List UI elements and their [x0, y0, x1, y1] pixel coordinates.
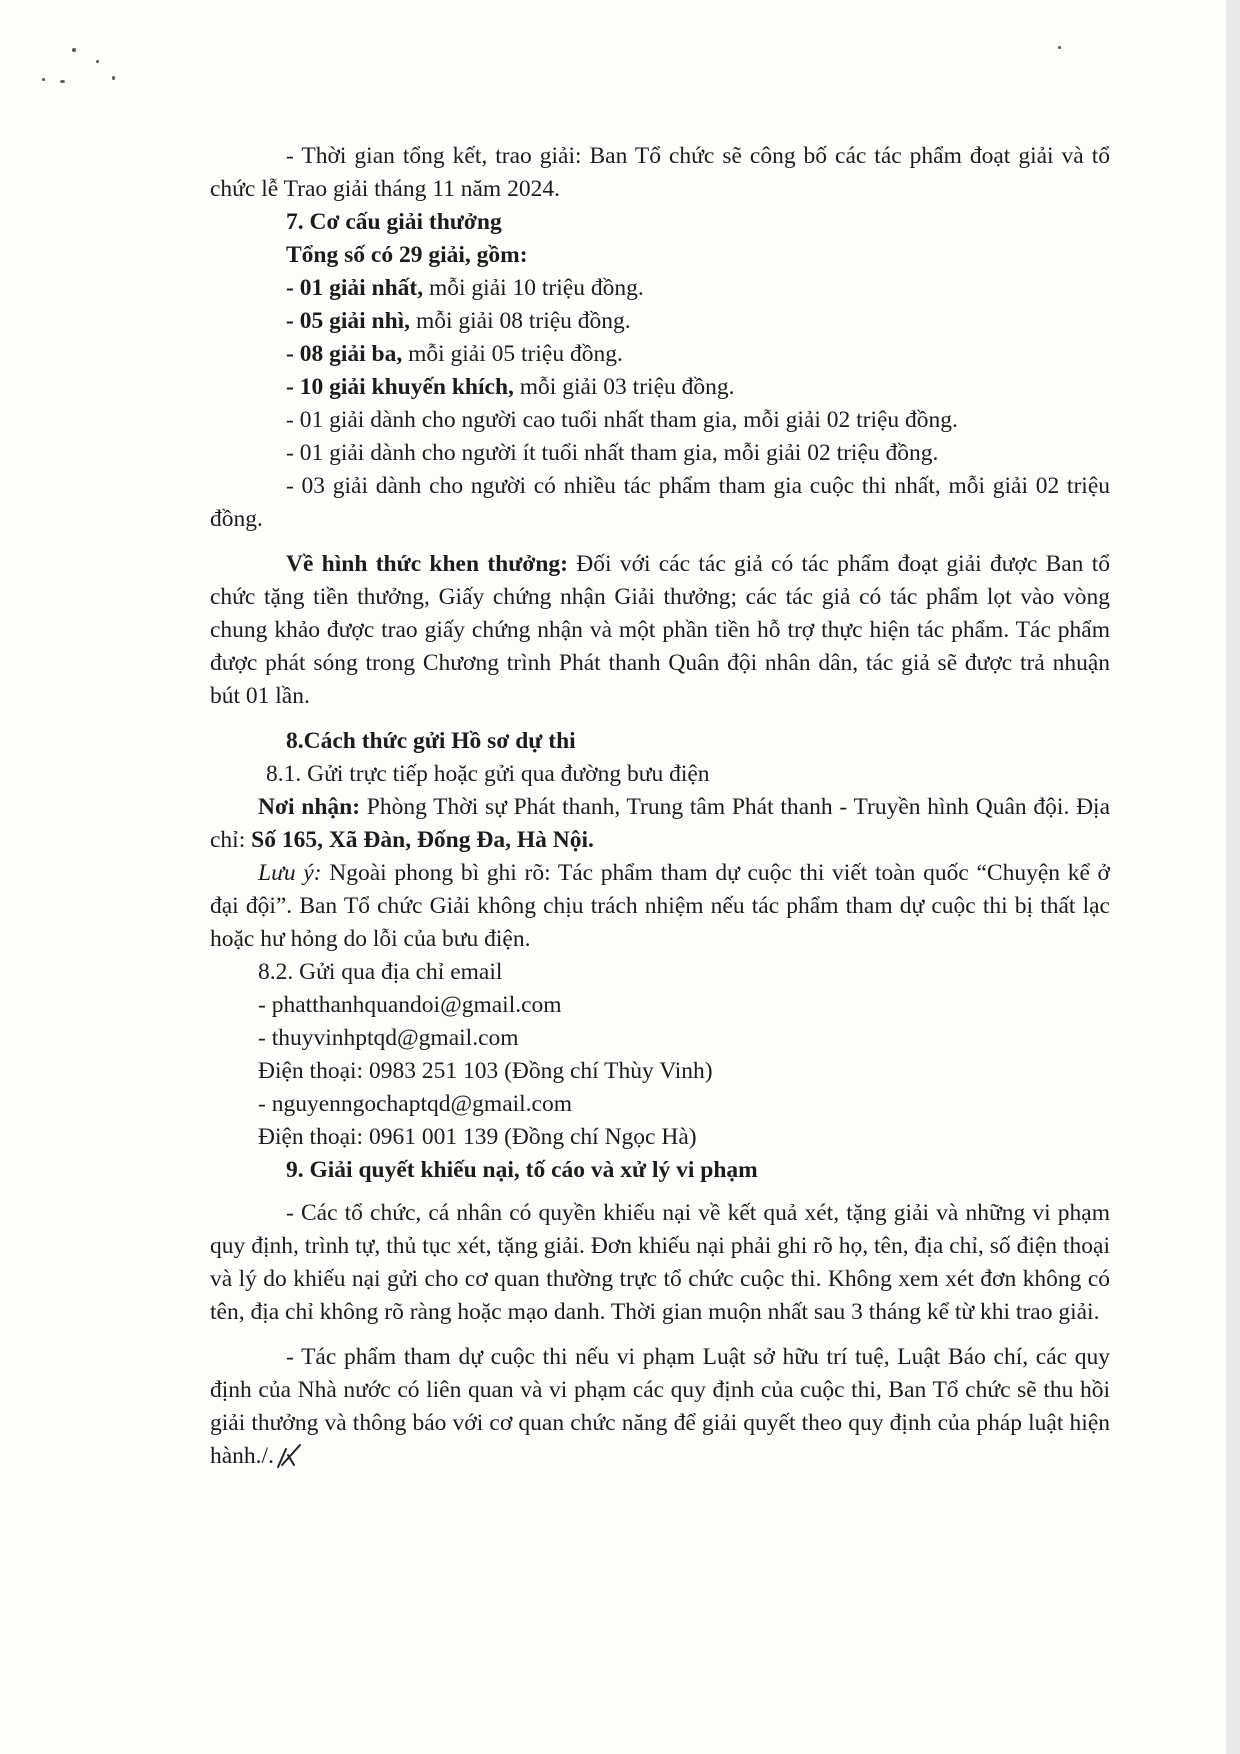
email-3: - nguyenngochaptqd@gmail.com	[258, 1091, 573, 1117]
prize-oldest: - 01 giải dành cho người cao tuổi nhất tham gia, mỗi giải 02 triệu đồng.	[286, 407, 958, 433]
reward-form: Về hình thức khen thưởng: Đối với các tác giả có tác phẩm đoạt giải được Ban tổ chức tặng tiền thưởng, Giấy chứng nhận Giải thưởng; các tác giả có tác phẩm lọt vào vòng chung khảo được trao giấy chứng nhận và một phần tiền hỗ trợ thực hiện tác phẩm. Tác phẩm được phát sóng trong Chương trình Phát thanh Quân đội nhân dân, tác giả sẽ được trả nhuận bút 01 lần.	[210, 551, 1110, 709]
scan-speck	[60, 80, 65, 83]
prize-youngest: - 01 giải dành cho người ít tuổi nhất tham gia, mỗi giải 02 triệu đồng.	[286, 440, 939, 466]
section-8-1: 8.1. Gửi trực tiếp hoặc gửi qua đường bưu điện	[266, 761, 710, 787]
note: Lưu ý: Ngoài phong bì ghi rõ: Tác phẩm tham dự cuộc thi viết toàn quốc “Chuyện kể ở đại đội”. Ban Tổ chức Giải không chịu trách nhiệm nếu tác phẩm tham dự cuộc thi bị thất lạc hoặc hư hỏng do lỗi của bưu điện.	[210, 860, 1110, 952]
prize-total: Tổng số có 29 giải, gồm:	[286, 242, 528, 268]
section-8-title: 8.Cách thức gửi Hồ sơ dự thi	[286, 728, 576, 754]
phone-2: Điện thoại: 0961 001 139 (Đồng chí Ngọc Hà)	[258, 1124, 697, 1150]
prize-third: - 08 giải ba, mỗi giải 05 triệu đồng.	[286, 341, 623, 367]
prize-consolation: - 10 giải khuyến khích, mỗi giải 03 triệu đồng.	[286, 374, 735, 400]
prize-first: - 01 giải nhất, mỗi giải 10 triệu đồng.	[286, 275, 644, 301]
award-time-line: - Thời gian tổng kết, trao giải: Ban Tổ chức sẽ công bố các tác phẩm đoạt giải và tổ chức lễ Trao giải tháng 11 năm 2024.	[210, 143, 1110, 202]
scan-speck	[1058, 46, 1061, 49]
recipient: Nơi nhận: Phòng Thời sự Phát thanh, Trung tâm Phát thanh - Truyền hình Quân đội. Địa chỉ: Số 165, Xã Đàn, Đống Đa, Hà Nội.	[210, 794, 1111, 853]
scan-speck	[72, 48, 76, 52]
prize-most-entries: - 03 giải dành cho người có nhiều tác phẩm tham gia cuộc thi nhất, mỗi giải 02 triệu đồng.	[210, 473, 1110, 532]
scan-speck	[112, 76, 115, 80]
scan-speck	[96, 60, 99, 63]
email-1: - phatthanhquandoi@gmail.com	[258, 992, 562, 1018]
violation-paragraph: - Tác phẩm tham dự cuộc thi nếu vi phạm Luật sở hữu trí tuệ, Luật Báo chí, các quy định của Nhà nước có liên quan và vi phạm các quy định của cuộc thi, Ban Tổ chức sẽ thu hồi giải thưởng và thông báo với cơ quan chức năng để giải quyết theo quy định của pháp luật hiện hành./.	[210, 1344, 1110, 1469]
section-8-2: 8.2. Gửi qua địa chỉ email	[258, 959, 503, 985]
initial-mark-icon	[274, 1441, 304, 1471]
phone-1: Điện thoại: 0983 251 103 (Đồng chí Thùy Vinh)	[258, 1058, 713, 1084]
complaint-paragraph: - Các tổ chức, cá nhân có quyền khiếu nại về kết quả xét, tặng giải và những vi phạm quy định, trình tự, thủ tục xét, tặng giải. Đơn khiếu nại phải ghi rõ họ, tên, địa chỉ, số điện thoại và lý do khiếu nại gửi cho cơ quan thường trực tổ chức cuộc thi. Không xem xét đơn không có tên, địa chỉ không rõ ràng hoặc mạo danh. Thời gian muộn nhất sau 3 tháng kể từ khi trao giải.	[210, 1200, 1110, 1325]
section-7-title: 7. Cơ cấu giải thưởng	[286, 209, 502, 235]
document-body	[210, 140, 1110, 1473]
email-2: - thuyvinhptqd@gmail.com	[258, 1025, 519, 1051]
section-9-title: 9. Giải quyết khiếu nại, tố cáo và xử lý vi phạm	[286, 1157, 758, 1183]
prize-second: - 05 giải nhì, mỗi giải 08 triệu đồng.	[286, 308, 631, 334]
scan-speck	[42, 78, 45, 81]
